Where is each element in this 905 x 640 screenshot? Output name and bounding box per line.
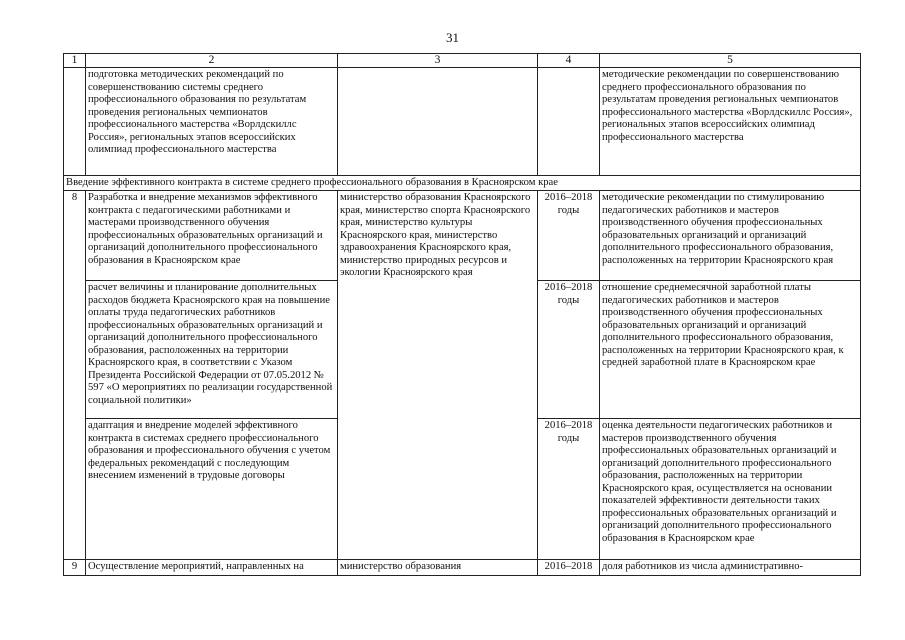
page-number: 31 <box>446 30 459 45</box>
period-cell: 2016–2018 годы <box>538 281 600 419</box>
result-cell: оценка деятельности педагогических работников и мастеров производственного обучения профессиональных образовательных организаций и организаций дополнительного профессионального образования, расположенных на территории Красноярского края, осуществляется на основании показателей эффективности деятельности таких профессиональных образовательных организаций и организаций дополнительного профессионального образования в Красноярском крае <box>600 419 861 560</box>
result-cell: методические рекомендации по стимулированию педагогических работников и мастеров производственного обучения профессиональных образовательных организаций и организаций дополнительного профессионального образования, расположенных на территории Красноярского края <box>600 191 861 281</box>
activity-cell: адаптация и внедрение моделей эффективного контракта в системах среднего профессионального образования и профессионального обучения с учетом федеральных рекомендаций с последующим внесением изменений в трудовые договоры <box>86 419 338 560</box>
header-cell-4: 4 <box>538 54 600 68</box>
activity-cell: Разработка и внедрение механизмов эффективного контракта с педагогическими работниками и мастерами производственного обучения профессиональных образовательных организаций и организаций дополнительного профессионального образования в Красноярском крае <box>86 191 338 281</box>
result-cell: отношение среднемесячной заработной платы педагогических работников и мастеров производственного обучения профессиональных образовательных организаций и организаций дополнительного профессионального образования, расположенных на территории Красноярского края, к средней заработной плате в Красноярском крае <box>600 281 861 419</box>
item-number: 9 <box>64 560 86 576</box>
header-cell-1: 1 <box>64 54 86 68</box>
section-title: Введение эффективного контракта в системе среднего профессионального образования в Красноярском крае <box>64 176 861 191</box>
table-row <box>64 560 861 576</box>
header-cell-5: 5 <box>600 54 861 68</box>
header-cell-2: 2 <box>86 54 338 68</box>
header-cell-3: 3 <box>338 54 538 68</box>
period-cell <box>538 68 600 176</box>
table-row <box>64 68 861 176</box>
period-cell: 2016–2018 <box>538 560 600 576</box>
header-row <box>64 54 861 68</box>
activity-cell: расчет величины и планирование дополнительных расходов бюджета Красноярского края на повышение оплаты труда педагогических работников профессиональных образовательных организаций и организаций дополнительного профессионального образования, расположенных на территории Красноярского края, в соответствии с Указом Президента Российской Федерации от 07.05.2012 № 597 «О мероприятиях по реализации государственной социальной политики» <box>86 281 338 419</box>
executor-cell <box>338 68 538 176</box>
item-number: 8 <box>64 191 86 560</box>
number-cell <box>64 68 86 176</box>
period-cell: 2016–2018 годы <box>538 419 600 560</box>
result-cell: доля работников из числа административно- <box>600 560 861 576</box>
period-cell: 2016–2018 годы <box>538 191 600 281</box>
measures-table <box>63 53 861 576</box>
executor-cell: министерство образования Красноярского края, министерство спорта Красноярского края, министерство культуры Красноярского края, министерство здравоохранения Красноярского края, министерство природных ресурсов и экологии Красноярского края <box>338 191 538 560</box>
table-row <box>64 191 861 281</box>
activity-cell: Осуществление мероприятий, направленных на <box>86 560 338 576</box>
activity-cell: подготовка методических рекомендаций по совершенствованию системы среднего профессионального образования по результатам проведения региональных чемпионатов профессионального мастерства «Ворлдскиллс Россия», региональных этапов всероссийских олимпиад профессионального мастерства <box>86 68 338 176</box>
section-header-row <box>64 176 861 191</box>
executor-cell: министерство образования <box>338 560 538 576</box>
result-cell: методические рекомендации по совершенствованию среднего профессионального образования по результатам проведения региональных чемпионатов профессионального мастерства «Ворлдскиллс Россия», региональных этапов всероссийских олимпиад профессионального мастерства <box>600 68 861 176</box>
